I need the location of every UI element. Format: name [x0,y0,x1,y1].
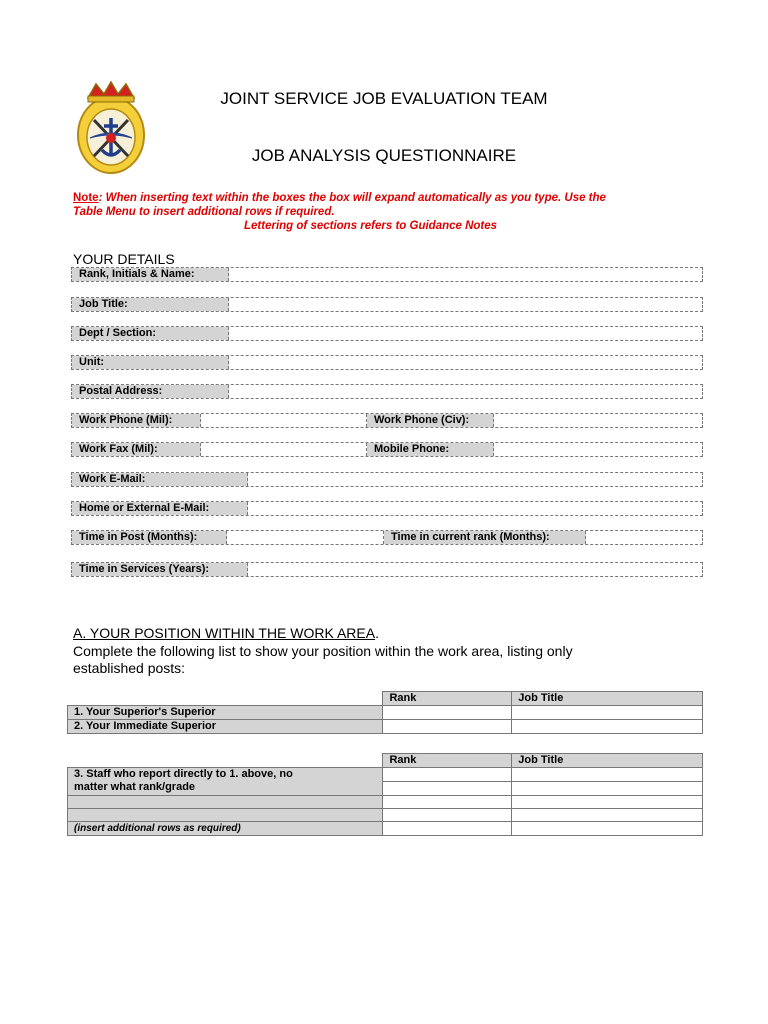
rank-name-field[interactable] [229,268,702,281]
job-title-row [71,297,703,312]
job-title-label: Job Title: [72,298,229,311]
staff-extra-label-2 [68,809,383,822]
note-label: Note [73,192,99,204]
unit-row [71,355,703,370]
postal-address-field[interactable] [229,385,702,398]
rank-name-label: Rank, Initials & Name: [72,268,229,281]
home-email-row [71,501,703,516]
superiors-superior-job-cell[interactable] [512,706,703,720]
staff-extra-label-1 [68,796,383,809]
time-in-rank-label: Time in current rank (Months): [384,531,586,544]
section-a-heading-suffix: . [375,625,379,641]
org-title: JOINT SERVICE JOB EVALUATION TEAM [220,89,548,108]
staff-rank-cell-3[interactable] [383,796,512,809]
col-rank-header: Rank [383,692,512,706]
time-in-rank-field[interactable] [586,531,702,544]
postal-address-row [71,384,703,399]
section-a-heading [73,625,379,641]
immediate-superior-rank-cell[interactable] [383,720,512,734]
postal-address-label: Postal Address: [72,385,229,398]
superiors-table [67,691,703,734]
unit-label: Unit: [72,356,229,369]
immediate-superior-job-cell[interactable] [512,720,703,734]
staff-rank-cell-5[interactable] [383,822,512,836]
staff-table [67,753,703,836]
staff-job-cell-1[interactable] [512,768,703,782]
unit-field[interactable] [229,356,702,369]
dept-section-row [71,326,703,341]
work-phone-civ-field[interactable] [494,414,702,427]
work-fax-mil-label: Work Fax (Mil): [72,443,201,456]
home-email-label: Home or External E-Mail: [72,502,248,515]
your-details-heading: YOUR DETAILS [73,251,175,267]
dept-section-label: Dept / Section: [72,327,229,340]
col-job-title-header-2: Job Title [512,754,703,768]
staff-label-line-2: matter what rank/grade [74,781,196,793]
time-in-services-label: Time in Services (Years): [72,563,248,576]
staff-label [68,768,383,796]
time-in-services-field[interactable] [248,563,702,576]
mobile-phone-label: Mobile Phone: [367,443,494,456]
note-line-1 [73,192,606,204]
staff-label-line-1: 3. Staff who report directly to 1. above, no [74,768,293,780]
dept-section-field[interactable] [229,327,702,340]
job-title-field[interactable] [229,298,702,311]
empty-header-cell [68,692,383,706]
section-a-heading-text: A. YOUR POSITION WITHIN THE WORK AREA [73,625,376,641]
note-text-1: : When inserting text within the boxes the box will expand automatically as you type. Use the [98,192,606,204]
section-a-intro-1: Complete the following list to show your position within the work area, listing only [73,643,573,659]
work-phone-civ-label: Work Phone (Civ): [367,414,494,427]
staff-rank-cell-1[interactable] [383,768,512,782]
work-email-row [71,472,703,487]
time-in-post-field[interactable] [227,531,384,544]
work-phone-mil-label: Work Phone (Mil): [72,414,201,427]
col-job-title-header: Job Title [512,692,703,706]
empty-header-cell-2 [68,754,383,768]
staff-rank-cell-4[interactable] [383,809,512,822]
fax-mobile-row [71,442,703,457]
mobile-phone-field[interactable] [494,443,702,456]
staff-job-cell-5[interactable] [512,822,703,836]
staff-rank-cell-2[interactable] [383,782,512,796]
superiors-superior-label: 1. Your Superior's Superior [68,706,383,720]
home-email-field[interactable] [248,502,702,515]
staff-job-cell-4[interactable] [512,809,703,822]
note-line-2: Table Menu to insert additional rows if required. [73,206,335,218]
superiors-superior-rank-cell[interactable] [383,706,512,720]
work-phone-mil-field[interactable] [201,414,367,427]
time-in-post-label: Time in Post (Months): [72,531,227,544]
work-fax-mil-field[interactable] [201,443,367,456]
staff-job-cell-2[interactable] [512,782,703,796]
immediate-superior-label: 2. Your Immediate Superior [68,720,383,734]
rank-name-row [71,267,703,282]
section-a-intro-2: established posts: [73,660,186,676]
insert-rows-note: (insert additional rows as required) [68,822,383,836]
col-rank-header-2: Rank [383,754,512,768]
staff-job-cell-3[interactable] [512,796,703,809]
time-in-services-row [71,562,703,577]
time-in-post-row [71,530,703,545]
work-email-label: Work E-Mail: [72,473,248,486]
note-line-3: Lettering of sections refers to Guidance Notes [244,220,498,232]
work-email-field[interactable] [248,473,702,486]
doc-title: JOB ANALYSIS QUESTIONNAIRE [251,146,517,165]
work-phone-row [71,413,703,428]
